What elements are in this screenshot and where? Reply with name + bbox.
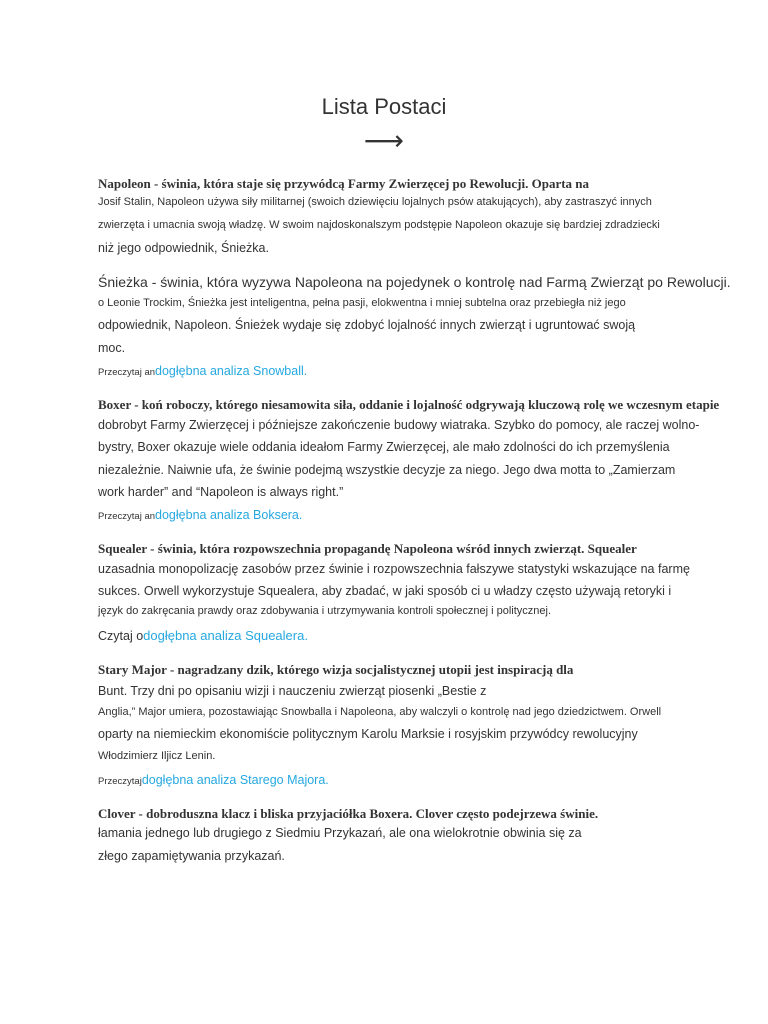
read-more-line [98, 627, 308, 645]
read-more-prefix: Przeczytaj [98, 776, 142, 787]
old-major-analysis-link[interactable]: dogłębna analiza Starego Majora. [141, 773, 329, 787]
text-line: Josif Stalin, Napoleon używa siły militarnej (swoich dziewięciu lojalnych psów atakujących), aby zastraszyć innych [98, 196, 652, 208]
text-line: dobrobyt Farmy Zwierzęcej i późniejsze zakończenie budowy wiatraka. Szybko do pomocy, ale raczej wolno- [98, 418, 700, 432]
text-line: niezależnie. Naiwnie ufa, że świnie podejmą wszystkie decyzje za niego. Jego dwa motta to „Zamierzam [98, 463, 676, 477]
read-more-line [98, 771, 329, 789]
snowball-heading: Śnieżka - świnia, która wyzywa Napoleona na pojedynek o kontrolę nad Farmą Zwierząt po Rewolucji. [98, 274, 731, 290]
text-line: Anglia,” Major umiera, pozostawiając Snowballa i Napoleona, aby walczyli o kontrolę nad jego dziedzictwem. Orwell [98, 706, 662, 718]
boxer-heading: Boxer - koń roboczy, którego niesamowita siła, oddanie i lojalność odgrywają kluczową rolę we wczesnym etapie [98, 397, 720, 412]
text-line: sukces. Orwell wykorzystuje Squealera, aby zbadać, w jaki sposób ci u władzy często używają retoryki i [98, 584, 672, 598]
text-line: oparty na niemieckim ekonomiście politycznym Karolu Marksie i rosyjskim przywódcy rewolucyjny [98, 727, 638, 741]
squealer-heading: Squealer - świnia, która rozpowszechnia propagandę Napoleona wśród innych zwierząt. Squealer [98, 541, 637, 556]
text-line: Bunt. Trzy dni po opisaniu wizji i nauczeniu zwierząt piosenki „Bestie z [98, 684, 487, 698]
text-line: łamania jednego lub drugiego z Siedmiu Przykazań, ale ona wielokrotnie obwinia się za [98, 826, 582, 840]
text-line: odpowiednik, Napoleon. Śnieżek wydaje się zdobyć lojalność innych zwierząt i ugruntować swoją [98, 318, 636, 332]
text-line: bystry, Boxer okazuje wiele oddania ideałom Farmy Zwierzęcej, ale mało zdolności do ich przemyślenia [98, 440, 670, 454]
read-more-prefix: Czytaj o [98, 629, 144, 643]
text-line: moc. [98, 341, 126, 355]
text-line: work harder” and “Napoleon is always right.” [98, 485, 344, 499]
napoleon-heading: Napoleon - świnia, która staje się przywódcą Farmy Zwierzęcej po Rewolucji. Oparta na [98, 176, 590, 191]
squealer-analysis-link[interactable]: dogłębna analiza Squealera. [143, 628, 308, 643]
text-line: niż jego odpowiednik, Śnieżka. [98, 241, 269, 255]
read-more-line [98, 506, 302, 524]
old-major-heading: Stary Major - nagradzany dzik, którego wizja socjalistycznej utopii jest inspiracją dla [98, 662, 574, 677]
text-line: Włodzimierz Iljicz Lenin. [98, 750, 216, 762]
clover-heading: Clover - dobroduszna klacz i bliska przyjaciółka Boxera. Clover często podejrzewa świnie. [98, 806, 599, 821]
text-line: język do zakręcania prawdy oraz zdobywania i utrzymywania kontroli społecznej i politycznej. [98, 605, 552, 617]
text-line: o Leonie Trockim, Śnieżka jest inteligentna, pełna pasji, elokwentna i mniej subtelna oraz przebiegła niż jego [98, 297, 626, 309]
text-line: złego zapamiętywania przykazań. [98, 849, 285, 863]
read-more-prefix: Przeczytaj an [98, 367, 156, 378]
snowball-analysis-link[interactable]: dogłębna analiza Snowball. [155, 364, 308, 378]
read-more-line [98, 362, 307, 380]
text-line: zwierzęta i umacnia swoją władzę. W swoim najdoskonalszym podstępie Napoleon okazuje się bardziej zdradziecki [98, 219, 660, 231]
boxer-analysis-link[interactable]: dogłębna analiza Boksera. [155, 508, 303, 522]
read-more-prefix: Przeczytaj an [98, 511, 156, 522]
arrow-right-icon: ⟶ [363, 124, 405, 157]
text-line: uzasadnia monopolizację zasobów przez świnie i rozpowszechnia fałszywe statystyki wskazujące na farmę [98, 562, 690, 576]
page-title: Lista Postaci [321, 94, 447, 119]
